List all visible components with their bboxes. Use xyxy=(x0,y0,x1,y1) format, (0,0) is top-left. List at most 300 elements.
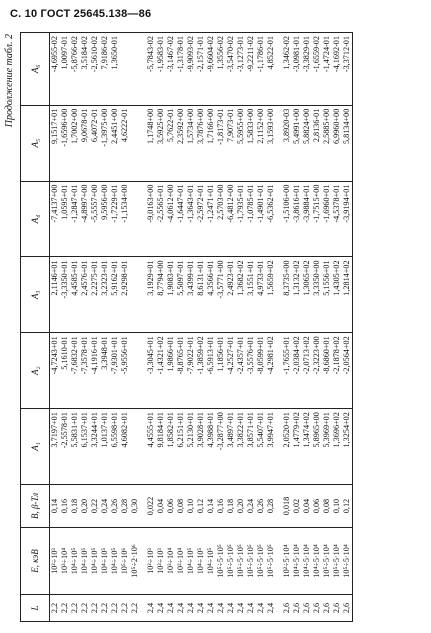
table-cell-value: 2,4 xyxy=(236,602,245,614)
table-cell-value: 3,1929+01 xyxy=(146,260,155,296)
cell-a5 xyxy=(282,105,353,181)
table-cell-value: 1,1856+01 xyxy=(216,336,225,372)
table-cell-value: 10⁵÷5·10⁵ xyxy=(236,544,245,578)
table-cell-value xyxy=(130,336,140,405)
table-cell-value: 0,18 xyxy=(226,498,235,514)
table-cell-value: 10⁴÷10⁵ xyxy=(90,547,99,575)
table-cell-value: 8,3735+00 xyxy=(282,260,291,296)
table-cell-value: -5,9556+01 xyxy=(120,336,129,375)
table-cell-value: 2,5703+00 xyxy=(216,184,225,220)
table-cell-value: -1,3643+01 xyxy=(186,184,195,223)
table-cell-value: 5,1556+01 xyxy=(322,260,331,296)
table-cell-value: 1,9866+01 xyxy=(166,336,175,372)
table-cell-value: 8,6131+01 xyxy=(196,260,205,296)
table-cell-value: 10⁵÷5·10⁴ xyxy=(322,544,331,578)
table-cell-value: -1,7229+01 xyxy=(110,184,119,223)
table-cell-value: -1,7515+00 xyxy=(312,184,321,223)
table-row-group xyxy=(50,33,141,622)
col-header-a1: A₁ xyxy=(21,409,50,485)
table-cell-value: 5,8134+00 xyxy=(342,108,351,145)
cell-a3 xyxy=(146,257,276,333)
table-cell-value: -2,5610-02 xyxy=(90,36,99,73)
table-cell-value: 10⁴÷10⁵ xyxy=(100,547,109,575)
cell-l xyxy=(146,595,276,622)
table-cell-value: 10⁴÷10⁵ xyxy=(70,547,79,575)
cell-a5 xyxy=(50,105,141,181)
table-cell-value: -3,8616+01 xyxy=(292,184,301,223)
col-header-e: E, кэВ xyxy=(21,528,50,595)
table-cell-value: -2,1571-01 xyxy=(196,36,205,73)
table-cell-value: -1,4724-01 xyxy=(322,36,331,73)
table-cell-value: 2,9298+01 xyxy=(120,260,129,296)
table-cell-value: 3,9028+01 xyxy=(196,412,205,448)
table-cell-value: -7,4137+00 xyxy=(50,184,59,223)
table-cell-value: -2,4357+01 xyxy=(236,336,245,375)
table-cell-value: 2,2 xyxy=(100,602,109,614)
table-cell-value: 10²÷10³ xyxy=(146,548,155,574)
table-cell-value: 4,3988+01 xyxy=(206,412,215,448)
table-cell-value: -3,1273-01 xyxy=(236,36,245,73)
table-cell-value: 2,2 xyxy=(120,602,129,614)
table-cell-value: 10⁵÷2·10⁶ xyxy=(130,544,139,578)
table-cell-value: 7,9186-02 xyxy=(100,36,109,70)
table-cell-value: 9,0678-01 xyxy=(80,108,89,143)
table-cell-value: -3,2877+00 xyxy=(216,412,225,451)
table-cell-value: 5,5407+01 xyxy=(256,412,265,448)
table-cell-value: 0,20 xyxy=(80,498,89,514)
table-cell-value: 2,4576+01 xyxy=(80,260,89,296)
table-cell-value: 2,4 xyxy=(176,602,185,614)
table-cell-value: 0,16 xyxy=(60,498,69,514)
table-cell-value: 2,4 xyxy=(166,602,175,614)
table-cell-value: 2,4 xyxy=(216,602,225,614)
table-cell-value: 3,8920-03 xyxy=(282,108,291,143)
table-cell-value: 10⁴÷10⁵ xyxy=(186,547,195,575)
col-header-a6: A₆ xyxy=(21,33,50,106)
table-container xyxy=(2,32,420,622)
table-cell-value: 10⁵÷5·10⁴ xyxy=(342,544,351,578)
table-cell-value: -8,8765+01 xyxy=(176,336,185,375)
table-cell-value: 1,3556-02 xyxy=(216,36,225,70)
table-cell-value: -1,4321+02 xyxy=(156,336,165,375)
table-cell-value: 5,4991+00 xyxy=(292,108,301,145)
table-cell-value: 0,28 xyxy=(120,498,129,514)
table-cell-value: 1,7166+00 xyxy=(206,108,215,145)
table-cell-value: -4,2527+01 xyxy=(226,336,235,375)
table-cell-value: -6,5913+01 xyxy=(206,336,215,375)
table-cell-value: 2,2 xyxy=(80,602,89,614)
table-cell-value: 3,5184-02 xyxy=(80,36,89,70)
table-cell-value: 3,1551+01 xyxy=(246,260,255,296)
table-cell-value: 0,26 xyxy=(256,498,265,514)
table-cell-value: 10³÷10⁴ xyxy=(166,547,175,575)
table-cell-value: -4,0612+00 xyxy=(166,184,175,223)
table-cell-value: 5,9162+01 xyxy=(110,260,119,296)
table-cell-value: 0,12 xyxy=(196,498,205,514)
table-cell-value: 10²÷5·10⁴ xyxy=(282,544,291,578)
table-cell-value: 2,6 xyxy=(302,602,311,614)
col-header-a4: A₄ xyxy=(21,181,50,257)
table-cell-value: 2,1146+01 xyxy=(50,260,59,296)
table-cell-value: -9,9093-02 xyxy=(186,36,195,73)
table-cell-value: -8,6860+01 xyxy=(322,336,331,375)
table-cell-value: 1,1748+00 xyxy=(146,108,155,145)
table-cell-value: -3,1467-02 xyxy=(166,36,175,73)
col-header-b: B, β-Тл xyxy=(21,485,50,528)
table-cell-value: 0,02 xyxy=(292,498,301,514)
table-cell-value: 10⁵÷5·10⁵ xyxy=(266,544,275,578)
table-cell-value: 1,8582+01 xyxy=(166,412,175,448)
table-cell-value: 6,4072-01 xyxy=(90,108,99,143)
table-cell-value: 5,5955+00 xyxy=(236,108,245,145)
table-cell-value: -3,9884+01 xyxy=(302,184,311,223)
table-cell-value xyxy=(130,260,140,329)
table-cell-value: 0,10 xyxy=(332,498,341,514)
table-cell-value: 2,4 xyxy=(266,602,275,614)
cell-a1 xyxy=(146,409,276,485)
table-cell-value: 4,8522-01 xyxy=(266,36,275,70)
table-cell-value: 6,5598+01 xyxy=(110,412,119,448)
table-cell-value: 10⁴÷10⁵ xyxy=(110,547,119,575)
col-header-l: L xyxy=(21,595,50,622)
table-cell-value: 0,22 xyxy=(90,498,99,514)
table-cell-value: 2,6 xyxy=(282,602,291,614)
table-cell-value: 0,24 xyxy=(246,498,255,514)
table-cell-value: 5,8965+00 xyxy=(312,412,321,448)
table-cell-value: -3,3712-01 xyxy=(342,36,351,73)
table-cell-value: 2,8136-01 xyxy=(312,108,321,143)
cell-e xyxy=(282,528,353,595)
table-cell-value: 1,0137+01 xyxy=(100,412,109,448)
table-cell-value: 1,0097-01 xyxy=(60,36,69,70)
coefficients-table xyxy=(20,32,353,622)
table-cell-value: 10⁵÷10⁶ xyxy=(120,547,129,575)
table-cell-value: 2,4451+00 xyxy=(110,108,119,145)
cell-e xyxy=(146,528,276,595)
table-cell-value: 3,3948-01 xyxy=(100,336,109,370)
table-cell-value: 5,5097+01 xyxy=(176,260,185,296)
table-cell-value: -2,0564+02 xyxy=(342,336,351,375)
table-cell-value: 10⁵÷5·10⁵ xyxy=(226,544,235,578)
table-cell-value: 10⁵÷5·10⁵ xyxy=(216,544,225,578)
table-cell-value: 2,2 xyxy=(50,602,59,614)
table-row-group xyxy=(282,33,353,622)
table-cell-value: 0,18 xyxy=(70,498,79,514)
table-cell-value: 3,3350+00 xyxy=(312,260,321,296)
table-cell-value: 2,0520+01 xyxy=(282,412,291,448)
table-cell-value: -6,5362+01 xyxy=(266,184,275,223)
table-cell-value: 0,022 xyxy=(146,496,155,516)
table-cell-value: 4,4585+01 xyxy=(70,260,79,296)
table-cell-value: 1,3462-02 xyxy=(282,36,291,70)
table-cell-value: 2,2 xyxy=(60,602,69,614)
table-cell-value: 3,4897+01 xyxy=(226,412,235,448)
table-cell-value: -1,6559-02 xyxy=(312,36,321,73)
table-cell-value: -1,5106+00 xyxy=(282,184,291,223)
table-cell-value: 10²÷10³ xyxy=(156,548,165,574)
table-cell-value: 0,04 xyxy=(156,498,165,514)
table-cell-value: -3,5576+01 xyxy=(246,336,255,375)
table-cell-value: 10⁵÷5·10⁴ xyxy=(332,544,341,578)
col-header-a3: A₃ xyxy=(21,257,50,333)
table-cell-value: 3,3822+01 xyxy=(236,412,245,448)
table-cell-value xyxy=(130,36,140,102)
table-cell-value: 1,3682+02 xyxy=(236,260,245,296)
cell-a4 xyxy=(282,181,353,257)
table-cell-value: -7,9301+01 xyxy=(110,336,119,375)
table-cell-value: -3,3829-01 xyxy=(302,36,311,73)
cell-b xyxy=(50,485,141,528)
table-cell-value: 1,7002+00 xyxy=(70,108,79,145)
table-cell-value: 5,1610-01 xyxy=(60,336,69,370)
table-cell-value: -1,1786-01 xyxy=(256,36,265,73)
table-cell-value: -1,1534+00 xyxy=(120,184,129,223)
cell-a1 xyxy=(50,409,141,485)
table-cell-value: 1,3474+02 xyxy=(302,412,311,448)
table-cell-value: 1,3254+02 xyxy=(342,412,351,448)
table-cell-value: -5,5557+00 xyxy=(90,184,99,223)
table-cell-value: 9,8184+01 xyxy=(156,412,165,448)
table-cell-value: 4,6222-01 xyxy=(120,108,129,143)
cell-a4 xyxy=(50,181,141,257)
table-cell-value: 3,3244+01 xyxy=(90,412,99,448)
table-cell-value: -1,3859+02 xyxy=(196,336,205,375)
table-cell-value: 0,16 xyxy=(216,498,225,514)
table-cell-value: 10⁴÷5·10⁴ xyxy=(302,544,311,578)
table-cell-value: 1,5659+02 xyxy=(266,260,275,296)
cell-a6 xyxy=(50,33,141,106)
cell-a4 xyxy=(146,181,276,257)
table-cell-value: 2,5885+00 xyxy=(322,108,331,145)
cell-l xyxy=(282,595,353,622)
table-cell-value: 10⁵÷5·10⁵ xyxy=(246,544,255,578)
table-cell-value: 0,10 xyxy=(186,498,195,514)
table-cell-value: 10⁴÷10⁵ xyxy=(196,547,205,575)
table-cell-value: 1,4305+02 xyxy=(332,260,341,296)
table-cell-value: 10⁴÷5·10⁴ xyxy=(312,544,321,578)
table-cell-value: 5,8824+00 xyxy=(302,108,311,145)
table-cell-value: 1,3065+02 xyxy=(302,260,311,296)
table-cell-value: -6,4812+00 xyxy=(226,184,235,223)
col-header-a5: A₅ xyxy=(21,105,50,181)
table-cell-value: -1,0785+01 xyxy=(246,184,255,223)
table-cell-value: 2,4 xyxy=(156,602,165,614)
table-cell-value: 3,1593+00 xyxy=(266,108,275,145)
table-cell-value: 8,7794+00 xyxy=(156,260,165,296)
table-cell-value: -2,5578-01 xyxy=(60,412,69,449)
cell-a2 xyxy=(50,333,141,409)
table-cell-value: 10⁴÷10⁵ xyxy=(206,547,215,575)
table-cell-value: 0,24 xyxy=(100,498,109,514)
table-cell-value: -2,5565+01 xyxy=(156,184,165,223)
table-cell-value: 0,26 xyxy=(110,498,119,514)
table-cell-value: 10³÷10⁴ xyxy=(60,547,69,575)
table-cell-value: 4,3566+01 xyxy=(206,260,215,296)
cell-a2 xyxy=(146,333,276,409)
table-cell-value: -1,6960+01 xyxy=(322,184,331,223)
cell-b xyxy=(282,485,353,528)
cell-e xyxy=(50,528,141,595)
table-cell-value: 1,3696+02 xyxy=(332,412,341,448)
table-cell-value: 1,5734+00 xyxy=(186,108,195,145)
table-header-row xyxy=(21,33,50,622)
table-cell-value: 6,1537+01 xyxy=(80,412,89,448)
table-cell-value: 5,7622-01 xyxy=(166,108,175,143)
table-cell-value: -1,7655+01 xyxy=(282,336,291,375)
table-row-group xyxy=(146,33,276,622)
table-cell-value: 1,9083+01 xyxy=(166,260,175,296)
table-cell-value: 2,6 xyxy=(322,602,331,614)
table-cell-value: -3,0981-01 xyxy=(292,36,301,73)
rotated-table-area xyxy=(2,32,420,622)
table-cell-value: -4,2981+02 xyxy=(266,336,275,375)
cell-a2 xyxy=(282,333,353,409)
table-cell-value: 4,9733+01 xyxy=(256,260,265,296)
table-cell-value: 1,3650-01 xyxy=(110,36,119,70)
table-cell-value: -5,7843-02 xyxy=(146,36,155,73)
table-cell-value: -4,7243+01 xyxy=(50,336,59,375)
table-cell-value: -9,2211-02 xyxy=(246,36,255,72)
table-cell-value: 3,7197+01 xyxy=(50,412,59,448)
cell-a3 xyxy=(282,257,353,333)
cell-l xyxy=(50,595,141,622)
table-cell-value: 2,2 xyxy=(130,602,139,614)
col-header-a2: A₂ xyxy=(21,333,50,409)
table-cell-value: -4,8997+00 xyxy=(80,184,89,223)
table-cell-value: -1,4901+01 xyxy=(256,184,265,223)
table-cell-value: -1,3178-01 xyxy=(176,36,185,73)
table-cell-value xyxy=(120,36,130,102)
table-cell-value: 0,08 xyxy=(176,498,185,514)
table-cell-value: 9,1517+01 xyxy=(50,108,59,145)
table-cell-value: 5,5831+01 xyxy=(70,412,79,448)
table-cell-value: 0,06 xyxy=(166,498,175,514)
table-cell-value: 2,4 xyxy=(146,602,155,614)
table-cell-value: -1,6447+01 xyxy=(176,184,185,223)
table-cell-value: 3,4399+01 xyxy=(186,260,195,296)
table-body xyxy=(50,33,353,622)
table-cell-value: 3,7876+00 xyxy=(196,108,205,145)
table-cell-value: 1,4779+02 xyxy=(292,412,301,448)
table-cell-value: 2,4923+01 xyxy=(226,260,235,296)
cell-a3 xyxy=(50,257,141,333)
table-cell-value: 2,6 xyxy=(292,602,301,614)
table-cell-value: 0,018 xyxy=(282,496,291,516)
table-cell-value: 10³÷10⁴ xyxy=(176,547,185,575)
table-cell-value: -2,1878+02 xyxy=(332,336,341,375)
table-cell-value: 0,14 xyxy=(50,498,59,514)
table-cell-value: -1,7935+01 xyxy=(236,184,245,223)
table-cell-value: -1,9583-01 xyxy=(156,36,165,73)
table-cell-value: 2,6 xyxy=(312,602,321,614)
table-cell-value: -4,1916+01 xyxy=(90,336,99,375)
table-cell-value: -3,3350+01 xyxy=(60,260,69,299)
table-cell-value xyxy=(130,185,140,254)
continued-caption: Продолжение табл. 2 xyxy=(4,34,15,128)
table-cell-value: 9,5956+00 xyxy=(100,184,109,220)
table-cell-value: -2,3223+00 xyxy=(312,336,321,375)
table-cell-value: -7,6832+01 xyxy=(70,336,79,375)
table-cell-value: 3,9947+01 xyxy=(266,412,275,448)
table-cell-value: 1,0595+01 xyxy=(60,184,69,220)
table-cell-value: 2,4 xyxy=(196,602,205,614)
table-cell-value: -4,6955-02 xyxy=(50,36,59,73)
table-cell-value: -2,5972+01 xyxy=(196,184,205,223)
table-cell-value: 4,4555+01 xyxy=(146,412,155,448)
table-cell-value: 2,2 xyxy=(70,602,79,614)
table-cell-value: 0,20 xyxy=(236,498,245,514)
cell-a1 xyxy=(282,409,353,485)
cell-a6 xyxy=(146,33,276,106)
table-cell-value: 5,3969+01 xyxy=(322,412,331,448)
table-cell-value: 1,2814+02 xyxy=(342,260,351,296)
table-cell-value: -1,2847+01 xyxy=(70,184,79,223)
table-cell-value: 7,9073-01 xyxy=(226,108,235,143)
table-cell-value: -3,3045+01 xyxy=(146,336,155,375)
table-cell-value: 2,3592+00 xyxy=(176,108,185,145)
cell-b xyxy=(146,485,276,528)
table-cell-value: 10⁵÷5·10⁵ xyxy=(256,544,265,578)
table-cell-value: -3,5771+00 xyxy=(216,260,225,299)
table-cell-value: -2,0713+02 xyxy=(302,336,311,375)
table-cell-value: -9,0163+00 xyxy=(146,184,155,223)
table-cell-value: 2,6 xyxy=(342,602,351,614)
table-cell-value: -1,3975+00 xyxy=(100,108,109,147)
table-cell-value: 2,2275+01 xyxy=(90,260,99,296)
table-cell-value: 6,2151+01 xyxy=(176,412,185,448)
table-cell-value: 0,12 xyxy=(342,498,351,514)
table-cell-value: 0,06 xyxy=(312,498,321,514)
table-cell-value: -5,8766-02 xyxy=(70,36,79,73)
table-cell-value: 10²÷10³ xyxy=(50,548,59,574)
table-cell-value: -4,5378+01 xyxy=(332,184,341,223)
table-cell-value: 6,9960+00 xyxy=(332,108,341,145)
table-cell-value: 0,08 xyxy=(322,498,331,514)
page-header: С. 10 ГОСТ 25645.138—86 xyxy=(10,8,152,20)
cell-a5 xyxy=(146,105,276,181)
table-cell-value: 2,4 xyxy=(206,602,215,614)
table-cell-value: 2,1152+00 xyxy=(256,108,265,144)
table-cell-value: 0,28 xyxy=(266,498,275,514)
table-cell-value: 1,5833+00 xyxy=(246,108,255,145)
table-cell-value: 2,4 xyxy=(256,602,265,614)
table-cell-value: -7,9022+01 xyxy=(186,336,195,375)
table-cell-value: -4,1692-01 xyxy=(332,36,341,73)
table-cell-value: 5,2130+01 xyxy=(186,412,195,448)
table-cell-value: -1,2471+01 xyxy=(206,184,215,223)
table-cell-value: -1,8173-01 xyxy=(216,108,225,145)
table-cell-value: 4,6082+01 xyxy=(120,412,129,448)
table-cell-value: 3,8571+01 xyxy=(246,412,255,448)
table-cell-value: 2,2 xyxy=(110,602,119,614)
table-cell-value: 2,6 xyxy=(332,602,341,614)
table-cell-value: 2,4 xyxy=(186,602,195,614)
table-cell-value xyxy=(130,412,140,481)
table-cell-value: 3,2323+01 xyxy=(100,260,109,296)
table-cell-value: 3,5925+00 xyxy=(156,108,165,145)
table-cell-value: -9,6604-02 xyxy=(206,36,215,73)
table-cell-value: 10⁴÷5·10⁴ xyxy=(292,544,301,578)
table-cell-value: 10⁴÷10⁵ xyxy=(80,547,89,575)
table-cell-value: 2,2 xyxy=(90,602,99,614)
table-cell-value: 0,04 xyxy=(302,498,311,514)
cell-a6 xyxy=(282,33,353,106)
table-cell-value: 2,4 xyxy=(226,602,235,614)
table-cell-value: 1,3132+02 xyxy=(292,260,301,296)
table-cell-value: 2,4 xyxy=(246,602,255,614)
table-cell-value: -8,0599+01 xyxy=(256,336,265,375)
table-cell-value xyxy=(130,109,140,178)
